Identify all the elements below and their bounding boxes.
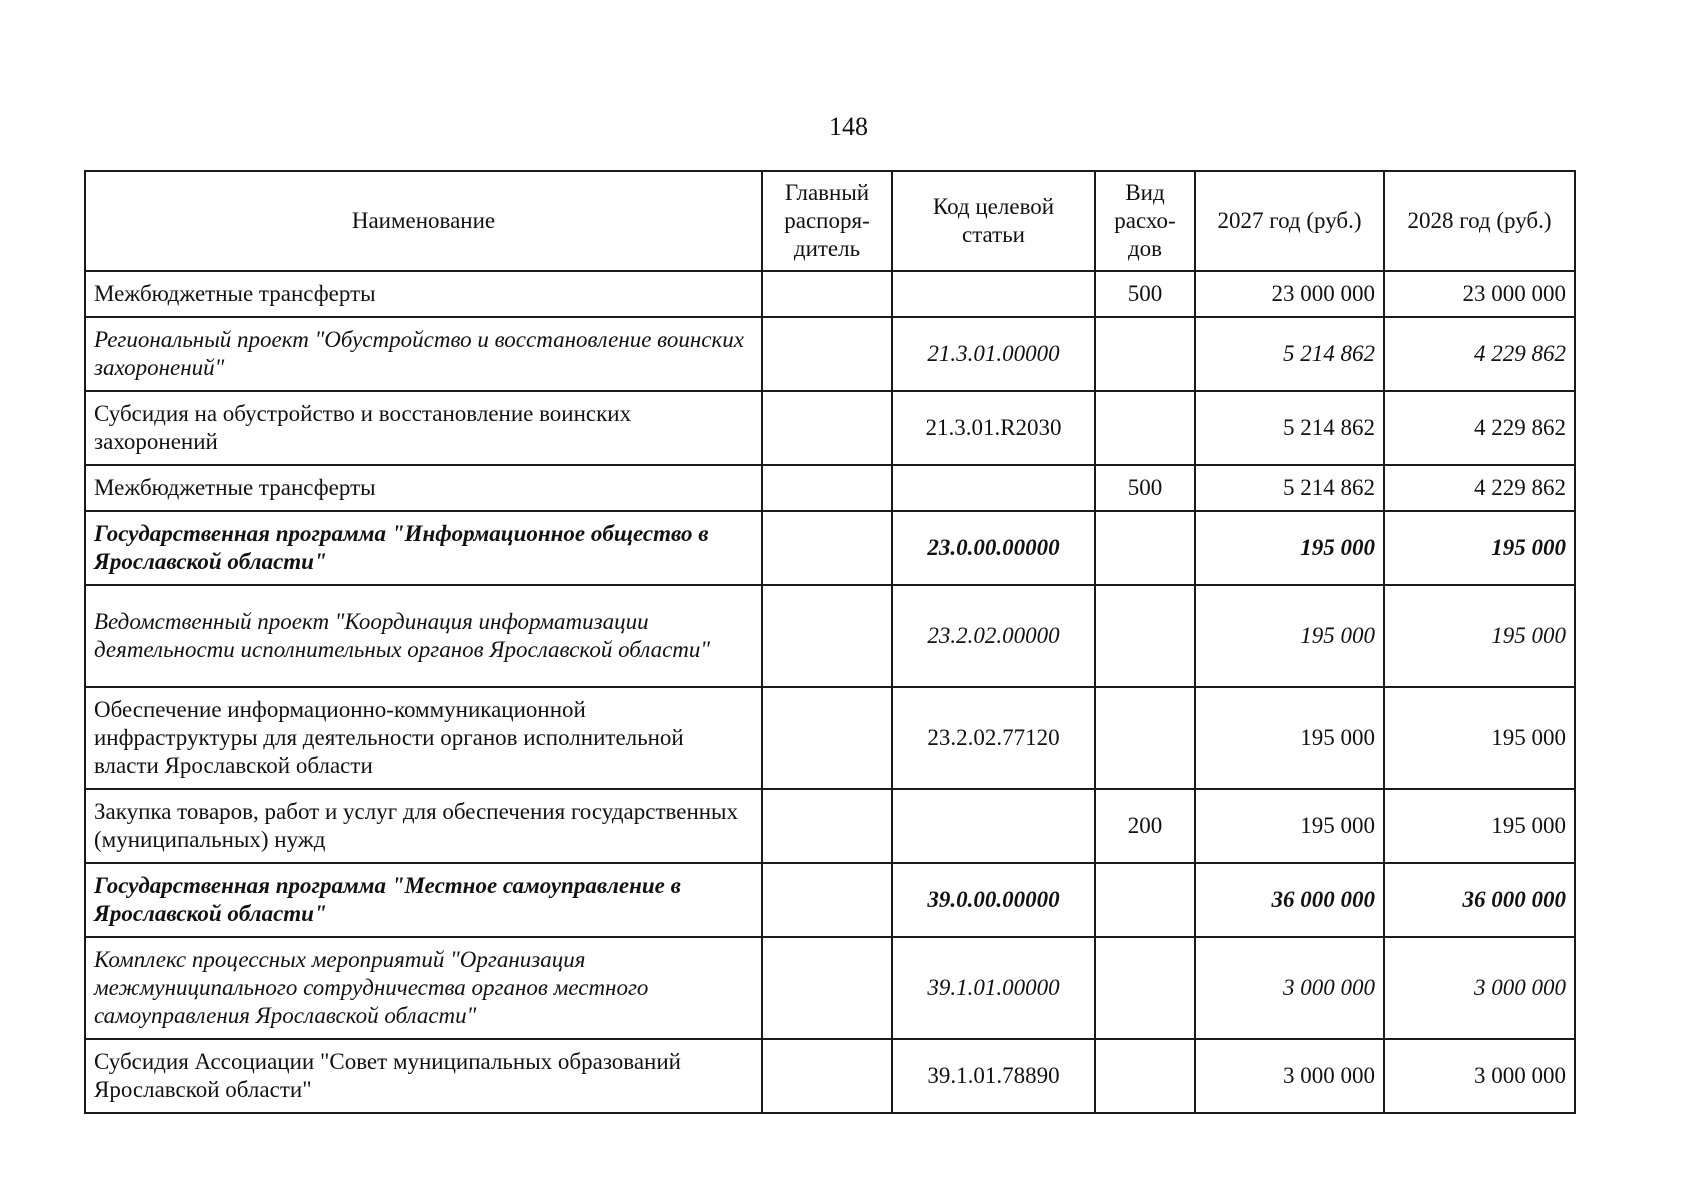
row-manager [762, 585, 892, 687]
row-name: Государственная программа "Информационное общество в Ярославской области" [85, 511, 762, 585]
row-manager [762, 863, 892, 937]
table-header [85, 171, 1575, 271]
table-row [85, 585, 1575, 687]
header-manager: Главный распоря-дитель [762, 171, 892, 271]
row-expense-type [1095, 1039, 1195, 1113]
row-value-2027: 195 000 [1195, 511, 1384, 585]
row-code: 23.0.00.00000 [892, 511, 1095, 585]
row-expense-type: 200 [1095, 789, 1195, 863]
row-value-2028: 195 000 [1384, 511, 1575, 585]
table-row [85, 1039, 1575, 1113]
table-body [85, 271, 1575, 1113]
row-manager [762, 687, 892, 789]
table-row [85, 863, 1575, 937]
row-manager [762, 937, 892, 1039]
row-value-2028: 195 000 [1384, 687, 1575, 789]
header-2028: 2028 год (руб.) [1384, 171, 1575, 271]
row-code [892, 465, 1095, 511]
row-manager [762, 391, 892, 465]
row-value-2027: 36 000 000 [1195, 863, 1384, 937]
row-code: 39.1.01.78890 [892, 1039, 1095, 1113]
row-value-2027: 5 214 862 [1195, 317, 1384, 391]
table-row [85, 937, 1575, 1039]
row-expense-type: 500 [1095, 465, 1195, 511]
header-expense-type: Вид расхо-дов [1095, 171, 1195, 271]
row-value-2028: 195 000 [1384, 585, 1575, 687]
budget-table [84, 170, 1576, 1114]
row-manager [762, 1039, 892, 1113]
row-code: 23.2.02.77120 [892, 687, 1095, 789]
row-expense-type [1095, 391, 1195, 465]
table-row [85, 511, 1575, 585]
row-value-2028: 4 229 862 [1384, 465, 1575, 511]
row-name: Закупка товаров, работ и услуг для обеспечения государственных (муниципальных) нужд [85, 789, 762, 863]
row-expense-type [1095, 863, 1195, 937]
row-value-2028: 3 000 000 [1384, 1039, 1575, 1113]
row-value-2027: 5 214 862 [1195, 465, 1384, 511]
row-value-2027: 23 000 000 [1195, 271, 1384, 317]
row-value-2028: 195 000 [1384, 789, 1575, 863]
header-row [85, 171, 1575, 271]
row-value-2027: 5 214 862 [1195, 391, 1384, 465]
table-row [85, 317, 1575, 391]
row-code: 21.3.01.R2030 [892, 391, 1095, 465]
row-name: Региональный проект "Обустройство и восстановление воинских захоронений" [85, 317, 762, 391]
row-value-2027: 195 000 [1195, 687, 1384, 789]
row-name: Субсидия Ассоциации "Совет муниципальных образований Ярославской области" [85, 1039, 762, 1113]
page-number: 148 [829, 112, 868, 141]
table-row [85, 687, 1575, 789]
row-value-2028: 4 229 862 [1384, 391, 1575, 465]
row-value-2028: 4 229 862 [1384, 317, 1575, 391]
row-manager [762, 789, 892, 863]
row-name: Обеспечение информационно-коммуникационной инфраструктуры для деятельности органов исполнительной власти Ярославской области [85, 687, 762, 789]
row-value-2028: 23 000 000 [1384, 271, 1575, 317]
row-manager [762, 465, 892, 511]
row-manager [762, 511, 892, 585]
row-name: Межбюджетные трансферты [85, 271, 762, 317]
row-name: Ведомственный проект "Координация информатизации деятельности исполнительных органов Ярославской области" [85, 585, 762, 687]
row-expense-type [1095, 317, 1195, 391]
row-value-2027: 3 000 000 [1195, 1039, 1384, 1113]
row-expense-type [1095, 511, 1195, 585]
row-manager [762, 317, 892, 391]
row-code: 21.3.01.00000 [892, 317, 1095, 391]
header-name: Наименование [85, 171, 762, 271]
row-code [892, 271, 1095, 317]
row-value-2028: 3 000 000 [1384, 937, 1575, 1039]
row-name: Субсидия на обустройство и восстановление воинских захоронений [85, 391, 762, 465]
row-expense-type [1095, 687, 1195, 789]
row-expense-type: 500 [1095, 271, 1195, 317]
row-name: Межбюджетные трансферты [85, 465, 762, 511]
row-code: 39.0.00.00000 [892, 863, 1095, 937]
row-code: 39.1.01.00000 [892, 937, 1095, 1039]
row-value-2027: 195 000 [1195, 789, 1384, 863]
row-manager [762, 271, 892, 317]
table-row [85, 391, 1575, 465]
header-2027: 2027 год (руб.) [1195, 171, 1384, 271]
row-code [892, 789, 1095, 863]
row-name: Государственная программа "Местное самоуправление в Ярославской области" [85, 863, 762, 937]
header-code: Код целевой статьи [892, 171, 1095, 271]
row-value-2027: 3 000 000 [1195, 937, 1384, 1039]
table-row [85, 271, 1575, 317]
table-row [85, 465, 1575, 511]
row-expense-type [1095, 585, 1195, 687]
row-expense-type [1095, 937, 1195, 1039]
row-code: 23.2.02.00000 [892, 585, 1095, 687]
row-value-2027: 195 000 [1195, 585, 1384, 687]
row-name: Комплекс процессных мероприятий "Организация межмуниципального сотрудничества органов местного самоуправления Ярославской области" [85, 937, 762, 1039]
row-value-2028: 36 000 000 [1384, 863, 1575, 937]
table-row [85, 789, 1575, 863]
